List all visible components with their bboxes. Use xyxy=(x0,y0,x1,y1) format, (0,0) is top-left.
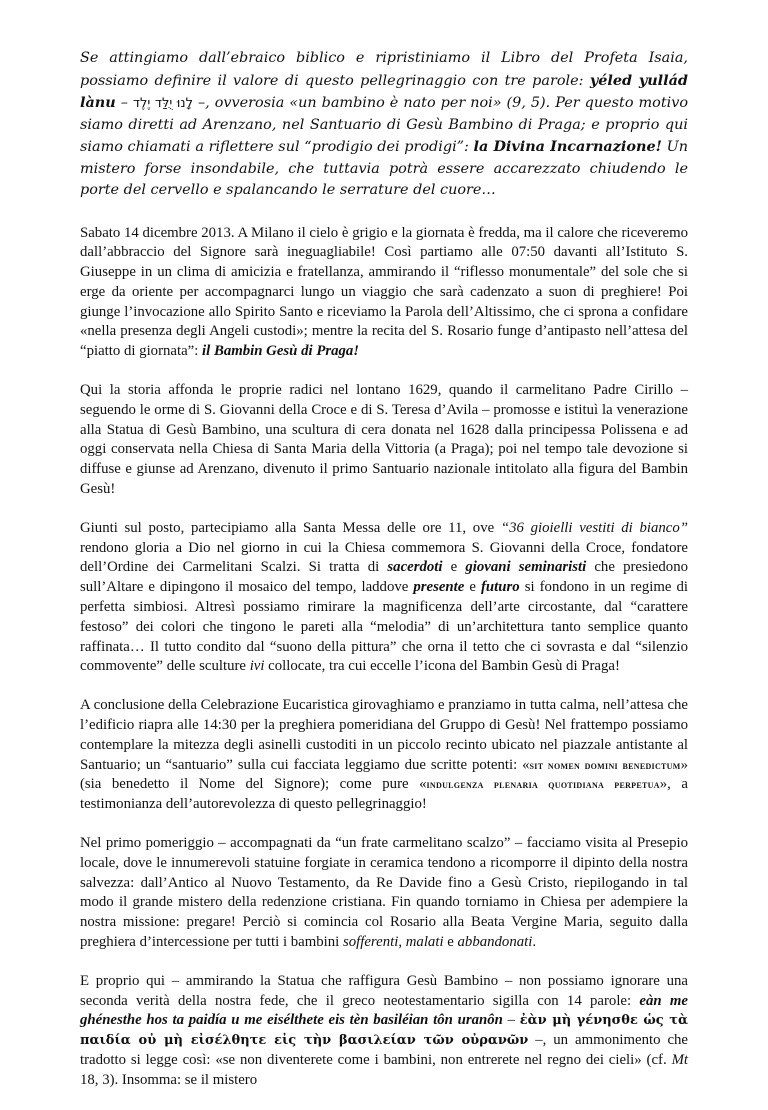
paragraph-text: Giunti sul posto, partecipiamo alla Santa Messa delle ore 11, ove xyxy=(80,519,501,536)
paragraph-1 xyxy=(80,224,688,363)
italic-quote: “36 gioielli vestiti di bianco” xyxy=(500,519,689,536)
italic-word: ivi xyxy=(249,658,265,675)
greek-text: ἐὰν μὴ γένησθε ὡς τὰ παιδία οὐ μὴ εἰσέλθητε εἰς τὴν βασιλείαν τῶν οὐρανῶν xyxy=(80,1013,689,1049)
paragraph-text: » (sia benedetto il Nome del Signore); come pure « xyxy=(80,756,688,793)
paragraph-text: Qui la storia affonda le proprie radici nel lontano 1629, quando il carmelitano Padre Cirillo – seguendo le orme di S. Giovanni della Croce e di S. Teresa d’Avila – promosse e istituì la venerazione alla Statua di Gesù Bambino, una scultura di cera donata nel 1628 dalla principessa Polissena e ad oggi conservata nella Chiesa di Santa Maria della Vittoria (a Praga); poi nel tempo tale devozione si diffuse e giunse ad Arenzano, divenuto il primo Santuario nazionale intitolato alla figura del Bambin Gesù! xyxy=(80,382,688,498)
paragraph-3 xyxy=(80,519,688,677)
emphasis-text: sacerdoti xyxy=(387,559,443,576)
paragraph-text: Nel primo pomeriggio – accompagnati da “un frate carmelitano scalzo” – facciamo visita al Presepio locale, dove le innumerevoli statuine forgiate in ceramica tendono a ricomporre il dipinto della nostra salvezza: dall’Antico al Nuovo Testamento, da Re Davide fino a Gesù Cristo, riepilogando in tal modo il grande mistero della redenzione cristiana. Fin quando torniamo in Chiesa per adempiere la nostra missione: pregare! Perciò si comincia col Rosario alla Beata Vergine Maria, seguito dalla preghiera d’intercessione per tutti i bambini xyxy=(80,835,688,950)
italic-word: malati xyxy=(405,934,444,950)
paragraph-text: Sabato 14 dicembre 2013. A Milano il cielo è grigio e la giornata è fredda, ma il calore che riceveremo dall’abbraccio del Signore sarà ineguagliabile! Così partiamo alle 07:50 davanti all’Istituto S. Giuseppe in un clima di amicizia e fratellanza, ammirando il “riflesso monumentale” del sole che si erge da oriente per accompagnarci lungo un viaggio che sarà cadenzato a suon di preghiere! Poi giunge l’invocazione allo Spirito Santo e riceviamo la Parola dell’Altissimo, che ci sprona a confidare «nella presenza degli Angeli custodi»; mentre la recita del S. Rosario funge d’antipasto nell’attesa del “piatto di giornata”: xyxy=(80,224,688,360)
emphasis-text: futuro xyxy=(481,579,520,596)
italic-word: abbandonati xyxy=(457,934,533,950)
paragraph-text: si fondono in un regime di perfetta simbiosi. Altresì possiamo rimirare la magnificenza dell’arte circostante, dal “carattere festoso” dei colori che tingono le pareti alla “melodia” di un’architettura tanto semplice quanto raffinata… Il tutto condito dal “suono della pittura” che orna il tetto che ci sovrasta e dal “silenzio commovente” delle sculture xyxy=(80,579,689,675)
emphasis-text: il Bambin Gesù di Praga! xyxy=(202,343,360,360)
hebrew-text: לָנוּ יֻלַּד יֶלֶד xyxy=(132,96,193,111)
paragraph-text: e xyxy=(443,934,458,950)
inscription-text: indulgenza plenaria quotidiana perpetua xyxy=(426,777,660,792)
greek-transliteration: eàn me ghénesthe hos ta paidía u me eisélthete eis tèn basiléian tôn uranôn xyxy=(80,992,688,1029)
paragraph-text: che presiedono sull’Altare e dipingono il mosaico del tempo, laddove xyxy=(80,559,688,596)
intro-text: Se attingiamo dall’ebraico biblico e ripristiniamo il Libro del Profeta Isaia, possiamo definire il valore di questo pellegrinaggio con tre parole: xyxy=(80,50,688,89)
paragraph-text: A conclusione della Celebrazione Eucaristica girovaghiamo e pranziamo in tutta calma, nell’attesa che l’edificio riapra alle 14:30 per la preghiera pomeridiana del Gruppo di Gesù! Nel frattempo possiamo contemplare la mitezza degli asinelli custoditi in un piccolo recinto ubicato nel piazzale antistante al Santuario; un “santuario” sulla cui facciata leggiamo due scritte potenti: « xyxy=(80,697,688,773)
paragraph-text: –, un ammonimento che tradotto si legge così: «se non diventerete come i bambini, non entrerete nel regno dei cieli» (cf. xyxy=(80,1032,688,1068)
divine-incarnation-emphasis: la Divina Incarnazione! xyxy=(473,138,662,155)
paragraph-4 xyxy=(80,696,688,815)
paragraph-6 xyxy=(80,972,688,1091)
emphasis-text: presente xyxy=(413,579,465,596)
intro-paragraph xyxy=(80,48,688,202)
intro-text: – xyxy=(115,95,133,111)
paragraph-text: e xyxy=(442,559,466,576)
emphasis-text: giovani seminaristi xyxy=(465,559,587,576)
paragraph-text: 18, 3). Insomma: se il mistero xyxy=(80,1071,258,1088)
inscription-text: sit nomen domini benedictum xyxy=(529,757,681,772)
paragraph-text: rendono gloria a Dio nel giorno in cui la Chiesa commemora S. Giovanni della Croce, fondatore dell’Ordine dei Carmelitani Scalzi. Si tratta di xyxy=(80,539,688,576)
hebrew-transliteration: yéled yullád lànu xyxy=(80,71,688,111)
paragraph-text: . xyxy=(532,934,537,950)
document-page xyxy=(80,48,688,1110)
paragraph-text: e xyxy=(464,579,481,596)
paragraph-text: E proprio qui – ammirando la Statua che raffigura Gesù Bambino – non possiamo ignorare una seconda verità della nostra fede, che il greco neotestamentario sigilla con 14 parole: xyxy=(80,972,688,1009)
paragraph-2 xyxy=(80,381,688,500)
intro-text: –, ovverosia «un bambino è nato per noi» (9, 5). Per questo motivo siamo diretti ad Arenzano, nel Santuario di Gesù Bambino di Praga; e proprio qui siamo chiamati a riflettere sul “prodigio dei prodigi”: xyxy=(80,95,688,155)
paragraph-text: », a testimonianza dell’autorevolezza di questo pellegrinaggio! xyxy=(80,776,688,813)
paragraph-text: – xyxy=(502,1012,520,1029)
paragraph-text: collocate, tra cui eccelle l’icona del Bambin Gesù di Praga! xyxy=(264,658,620,675)
italic-word: sofferenti xyxy=(342,934,399,950)
paragraph-text: , xyxy=(398,934,406,950)
italic-word: Mt xyxy=(671,1051,688,1068)
intro-text: Un mistero forse insondabile, che tuttavia potrà essere accarezzato chiudendo le porte del cervello e spalancando le serrature del cuore… xyxy=(80,139,688,198)
paragraph-5 xyxy=(80,834,688,953)
